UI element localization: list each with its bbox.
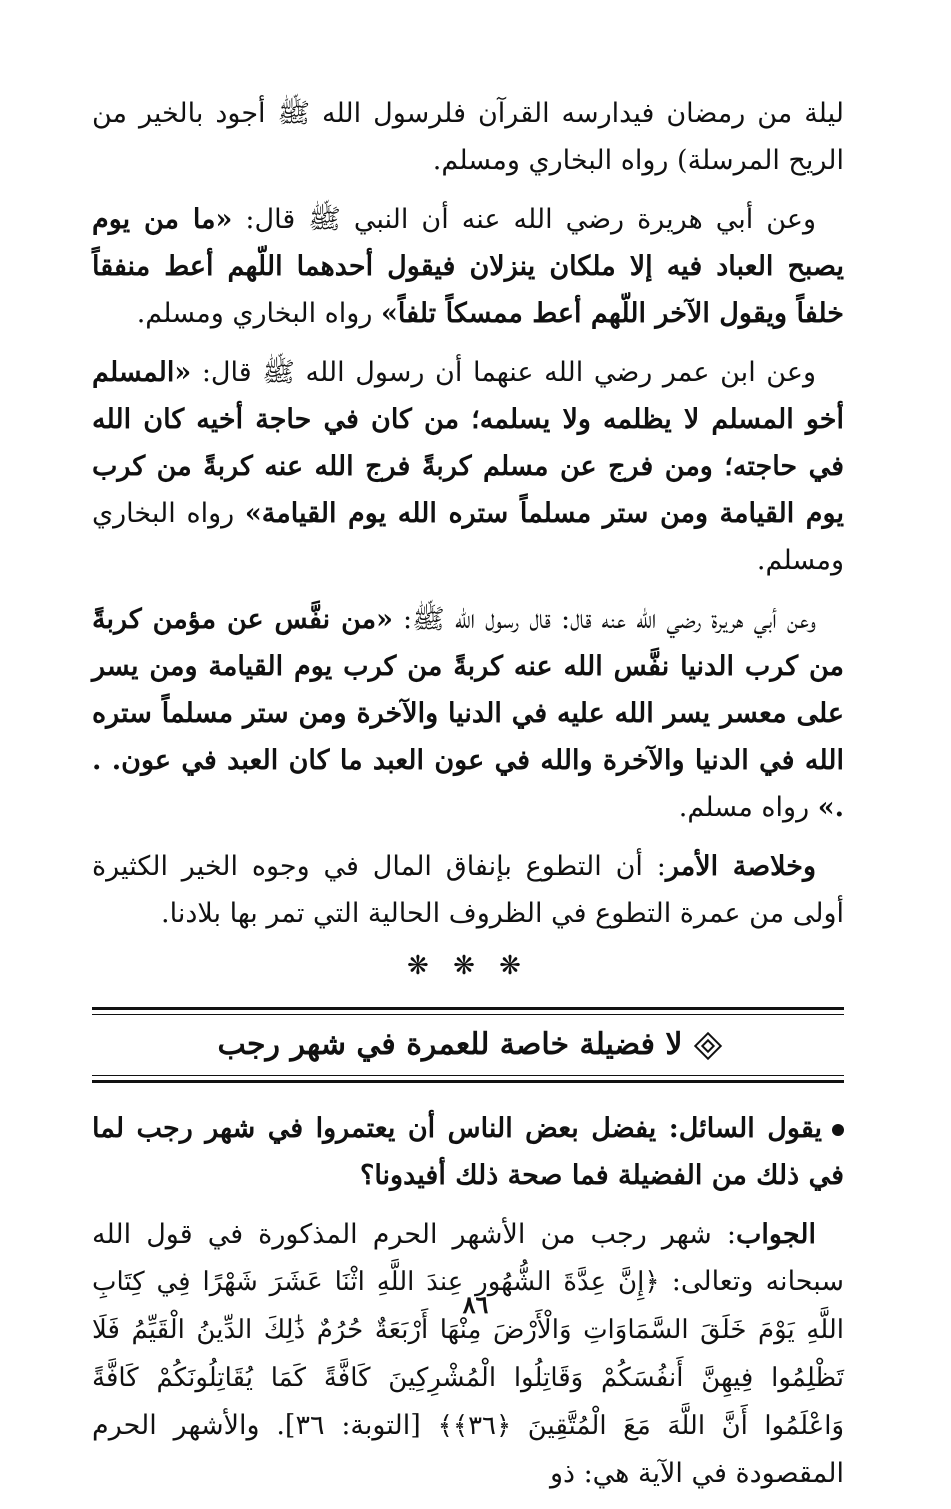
paragraph-4-source: رواه مسلم. [678, 792, 818, 823]
paragraph-5 [92, 843, 844, 937]
summary-label: وخلاصة الأمر [665, 851, 816, 882]
question-text: : يفضل بعض الناس أن يعتمروا في شهر رجب لما في ذلك من الفضيلة فما صحة ذلك أفيدونا؟ [92, 1113, 844, 1191]
separator-stars: ❋ ❋ ❋ [407, 951, 529, 981]
paragraph-4 [92, 596, 844, 831]
answer-label: الجواب [735, 1219, 816, 1250]
paragraph-2 [92, 196, 844, 337]
paragraph-3-intro: وعن ابن عمر رضي الله عنهما أن رسول الله ﷺ قال: [191, 357, 816, 388]
paragraph-3 [92, 349, 844, 584]
paragraph-4-hadith: «من نفَّس عن مؤمن كربةً من كرب الدنيا نفَّس الله عنه كربةً من كرب يوم القيامة ومن يسر على معسر يسر الله عليه في الدنيا والآخرة ومن ستر مسلماً ستره الله في الدنيا والآخرة والله في عون العبد ما كان العبد في عون. . .» [92, 604, 844, 823]
summary-text: : أن التطوع بإنفاق المال في وجوه الخير الكثيرة أولى من عمرة التطوع في الظروف الحالية التي تمر بها بلادنا. [92, 851, 844, 929]
section-heading [92, 1015, 844, 1075]
question [92, 1105, 844, 1199]
paragraph-4-intro: وعن أبي هريرة رضي الله عنه قال: قال رسول الله ﷺ: [392, 604, 816, 635]
diamond-icon [694, 1032, 722, 1060]
paragraph-1 [92, 90, 844, 184]
paragraph-3-source: رواه البخاري ومسلم. [92, 498, 844, 576]
answer-continuation: والأشهر الحرم المقصودة في الآية هي: ذو [92, 1410, 844, 1489]
paragraph-2-hadith: «ما من يوم يصبح العباد فيه إلا ملكان ينزلان فيقول أحدهما اللّهم أعط منفقاً خلفاً ويقول الآخر اللّهم أعط ممسكاً تلفاً» [92, 204, 844, 329]
paragraph-2-intro: وعن أبي هريرة رضي الله عنه أن النبي ﷺ قال: [232, 204, 816, 235]
bullet-icon [832, 1124, 844, 1136]
paragraph-2-source: رواه البخاري ومسلم. [136, 298, 381, 329]
answer-text: : شهر رجب من الأشهر الحرم المذكورة في قول الله سبحانه وتعالى: [92, 1219, 844, 1297]
paragraph-1-text: ليلة من رمضان فيدارسه القرآن فلرسول الله ﷺ أجود بالخير من الريح المرسلة) رواه البخاري ومسلم. [92, 98, 844, 176]
quran-verse: ﴿إِنَّ عِدَّةَ الشُّهُورِ عِندَ اللَّهِ اثْنَا عَشَرَ شَهْرًا فِي كِتَابِ اللَّهِ يَوْمَ خَلَقَ السَّمَاوَاتِ وَالْأَرْضَ مِنْهَا أَرْبَعَةٌ حُرُمٌ ذَٰلِكَ الدِّينُ الْقَيِّمُ فَلَا تَظْلِمُوا فِيهِنَّ أَنفُسَكُمْ وَقَاتِلُوا الْمُشْرِكِينَ كَافَّةً كَمَا يُقَاتِلُونَكُمْ كَافَّةً وَاعْلَمُوا أَنَّ اللَّهَ مَعَ الْمُتَّقِينَ ﴿٣٦﴾﴾ [92, 1267, 845, 1441]
section-heading-text: لا فضيلة خاصة للعمرة في شهر رجب [217, 1027, 683, 1062]
heading-rule-bottom [92, 1075, 844, 1083]
quran-reference: [التوبة: ٣٦]. [259, 1410, 438, 1441]
paragraph-3-hadith: «المسلم أخو المسلم لا يظلمه ولا يسلمه؛ من كان في حاجة أخيه كان الله في حاجته؛ ومن فرج عن مسلم كربةً فرج الله عنه كربةً من كرب يوم القيامة ومن ستر مسلماً ستره الله يوم القيامة» [92, 357, 844, 529]
heading-rule-top [92, 1007, 844, 1015]
question-label: يقول السائل [678, 1113, 822, 1144]
answer [92, 1211, 844, 1497]
page-number: ٨٦ [462, 1290, 489, 1319]
